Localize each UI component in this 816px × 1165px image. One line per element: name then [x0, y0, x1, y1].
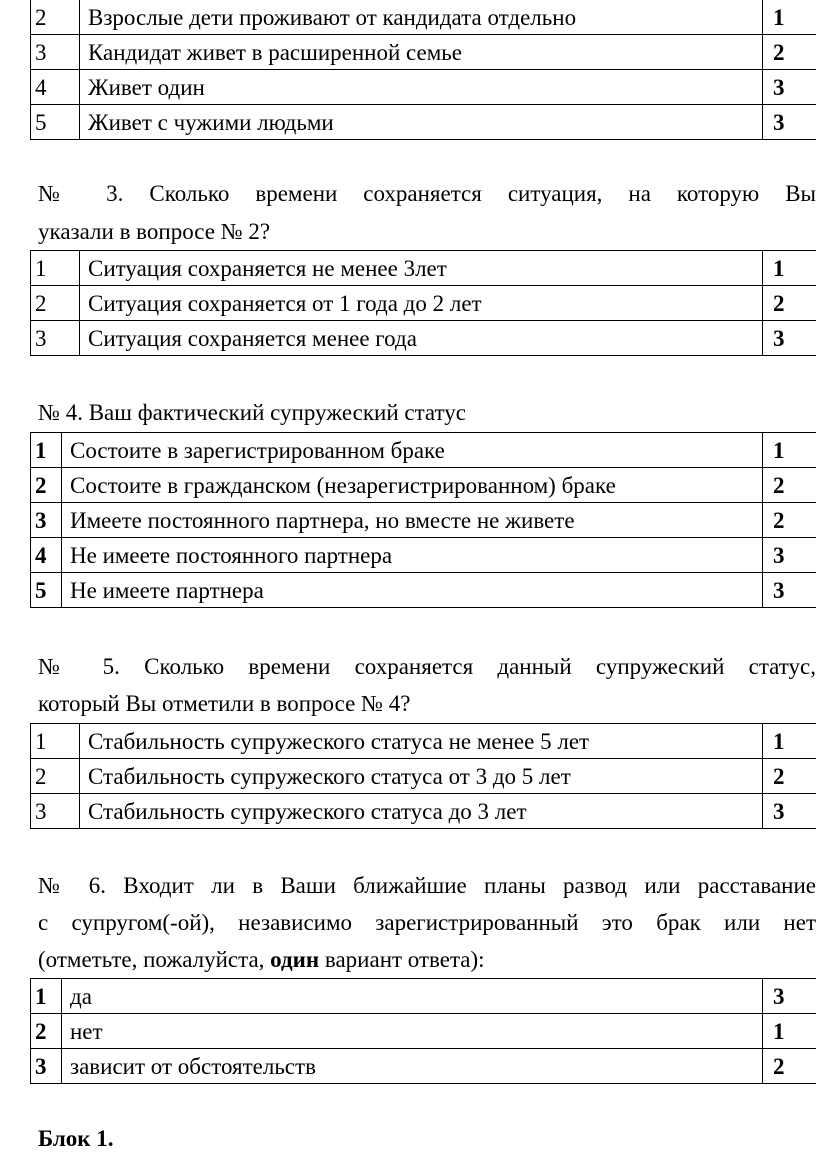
row-number: 1 [31, 433, 62, 468]
answer-code: 1 [763, 433, 816, 468]
row-number: 1 [31, 979, 62, 1014]
answer-text: Состоите в гражданском (незарегистрированном) браке [62, 468, 763, 503]
answer-code: 3 [763, 979, 816, 1014]
answer-text: Состоите в зарегистрированном браке [62, 433, 763, 468]
answer-code: 2 [763, 1049, 816, 1084]
answer-code: 3 [763, 538, 816, 573]
answer-text: Имеете постоянного партнера, но вместе не живете [62, 503, 763, 538]
table-row [31, 286, 816, 321]
q6-question-line1: № 6. Входит ли в Ваши ближайшие планы развод или расставание [38, 873, 816, 898]
row-number: 3 [31, 321, 80, 356]
table-row [31, 1049, 816, 1084]
table-row [31, 0, 816, 35]
table-row [31, 503, 816, 538]
answer-text: Живет с чужими людьми [80, 105, 763, 140]
row-number: 3 [31, 503, 62, 538]
row-number: 3 [31, 35, 80, 70]
answer-code: 3 [763, 321, 816, 356]
q4-question-line1: № 4. Ваш фактический супружеский статус [38, 400, 466, 425]
answer-code: 1 [763, 1014, 816, 1049]
answer-text: Взрослые дети проживают от кандидата отдельно [80, 0, 763, 35]
q3-question-line1: № 3. Сколько времени сохраняется ситуация, на которую Вы [38, 181, 816, 206]
answer-text: да [62, 979, 763, 1014]
table-row [31, 979, 816, 1014]
answer-code: 3 [763, 794, 816, 829]
q5-answer-table [30, 723, 816, 829]
answer-text: Живет один [80, 70, 763, 105]
answer-text: зависит от обстоятельств [62, 1049, 763, 1084]
answer-text: Кандидат живет в расширенной семье [80, 35, 763, 70]
row-number: 1 [31, 251, 80, 286]
answer-text: Ситуация сохраняется менее года [80, 321, 763, 356]
row-number: 2 [31, 759, 80, 794]
answer-code: 3 [763, 70, 816, 105]
table-row [31, 35, 816, 70]
q5-question-line1: № 5. Сколько времени сохраняется данный супружеский статус, [38, 654, 816, 679]
q6-question-line3 [38, 941, 816, 979]
q6-line3-pre: (отметьте, пожалуйста, [38, 947, 271, 972]
table-row [31, 1014, 816, 1049]
answer-text: нет [62, 1014, 763, 1049]
answer-code: 2 [763, 468, 816, 503]
row-number: 2 [31, 1014, 62, 1049]
q6-line3-post: вариант ответа): [319, 947, 485, 972]
answer-text: Стабильность супружеского статуса от 3 до 5 лет [80, 759, 763, 794]
answer-text: Не имеете постоянного партнера [62, 538, 763, 573]
q6-answer-table [30, 978, 816, 1084]
q4-answer-table [30, 432, 816, 608]
row-number: 5 [31, 573, 62, 608]
table-row [31, 468, 816, 503]
q6-line3-bold: один [270, 947, 320, 972]
q2-answer-table [30, 0, 816, 140]
answer-code: 2 [763, 35, 816, 70]
table-row [31, 759, 816, 794]
answer-code: 3 [763, 573, 816, 608]
answer-code: 3 [763, 105, 816, 140]
row-number: 2 [31, 468, 62, 503]
table-row [31, 433, 816, 468]
answer-text: Не имеете партнера [62, 573, 763, 608]
q6-question-line2: с супругом(-ой), независимо зарегистрированный это брак или нет [38, 910, 816, 935]
table-row [31, 321, 816, 356]
table-row [31, 794, 816, 829]
row-number: 3 [31, 1049, 62, 1084]
table-row [31, 724, 816, 759]
row-number: 4 [31, 70, 80, 105]
row-number: 2 [31, 0, 80, 35]
row-number: 3 [31, 794, 80, 829]
answer-text: Стабильность супружеского статуса не менее 5 лет [80, 724, 763, 759]
table-row [31, 70, 816, 105]
answer-text: Стабильность супружеского статуса до 3 лет [80, 794, 763, 829]
answer-code: 2 [763, 759, 816, 794]
table-row [31, 538, 816, 573]
table-row [31, 105, 816, 140]
q3-answer-table [30, 250, 816, 356]
row-number: 1 [31, 724, 80, 759]
row-number: 5 [31, 105, 80, 140]
q5-question-line2: который Вы отметили в вопросе № 4? [38, 691, 411, 716]
answer-text: Ситуация сохраняется от 1 года до 2 лет [80, 286, 763, 321]
block-heading: Блок 1. [38, 1126, 114, 1151]
answer-code: 1 [763, 0, 816, 35]
answer-code: 2 [763, 286, 816, 321]
row-number: 4 [31, 538, 62, 573]
row-number: 2 [31, 286, 80, 321]
q3-question-line2: указали в вопросе № 2? [38, 219, 271, 244]
answer-text: Ситуация сохраняется не менее 3лет [80, 251, 763, 286]
table-row [31, 573, 816, 608]
table-row [31, 251, 816, 286]
answer-code: 1 [763, 724, 816, 759]
answer-code: 2 [763, 503, 816, 538]
answer-code: 1 [763, 251, 816, 286]
